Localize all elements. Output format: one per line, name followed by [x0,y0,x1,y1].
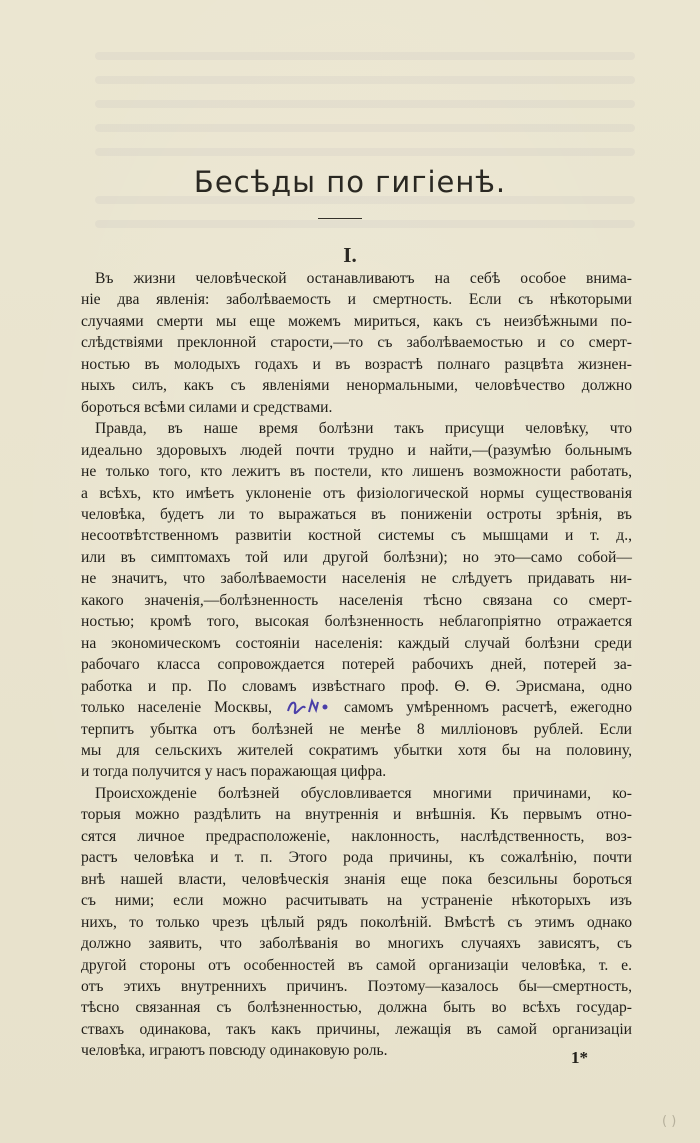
text-line: только населеніе Москвы, самомъ умѣренномъ расчетѣ, ежегодно [81,699,632,717]
paragraph [81,783,632,1062]
text-line: терпитъ убытка отъ болѣзней не менѣе 8 милліоновъ рублей. Если [81,720,632,738]
text-line: несоотвѣтственномъ развитіи костной системы съ мышцами и т. д., [81,527,632,545]
corner-mark: ( ) [662,1114,677,1129]
show-through-line [95,52,635,60]
text-line: рабочаго класса сопровождается потерей рабочихъ дней, потерей за- [81,656,632,674]
text-line: нихъ, то только чрезъ цѣлый рядъ поколѣній. Вмѣстѣ съ этимъ однако [81,913,632,931]
show-through-line [95,124,635,132]
text-line: не значитъ, что заболѣваемости населенія не слѣдуетъ придавать ни- [81,570,632,588]
text-line: съ ними; если можно расчитывать на устраненіе нѣкоторыхъ изъ [81,892,632,910]
text-line: мы для сельскихъ жителей сократимъ убытки хотя бы на половину, [81,741,632,759]
text-line: внѣ нашей власти, человѣческія знанія еще пока безсильны бороться [81,870,632,888]
text-line: другой стороны отъ особенностей въ самой организаціи человѣка, т. е. [81,956,632,974]
paragraph [81,268,632,418]
text-line: человѣка, играютъ повсюду одинаковую роль. [81,1042,388,1060]
page-title: Бесѣды по гигіенѣ. [193,165,507,199]
text-line: растъ человѣка и т. п. Этого рода причины, къ сожалѣнію, почти [81,849,632,867]
text-line: слѣдствіями преклонной старости,—то съ заболѣваемостью и со смерт- [81,334,632,352]
text-line: идеально здоровыхъ людей почти трудно и найти,—(разумѣю больнымъ [81,441,632,459]
show-through-line [95,148,635,156]
text-line: случаями смерти мы еще можемъ мириться, какъ съ неизбѣжными по- [81,312,632,330]
title-divider [318,218,362,219]
show-through-line [95,220,635,228]
text-line: Происхожденіе болѣзней обусловливается многими причинами, ко- [95,784,632,802]
ink-stain-icon [285,700,331,714]
text-line: Въ жизни человѣческой останавливаютъ на себѣ особое внима- [95,270,632,287]
text-line: сятся личное предрасположеніе, наклонность, наслѣдственность, воз- [81,827,632,845]
text-line: не только того, кто лежитъ въ постели, кто лишенъ возможности работать, [81,463,632,481]
text-line: какого значенія,—болѣзненность населенія тѣсно связана со смерт- [81,591,632,609]
text-line: ніе два явленія: заболѣваемость и смертность. Если съ нѣкоторыми [81,291,632,309]
text-line: должно заявить, что заболѣванія во многихъ случаяхъ зависятъ, съ [81,935,632,953]
paragraph [81,418,632,783]
text-line: бороться всѣми силами и средствами. [81,398,333,416]
text-line: человѣка, будетъ ли то выражаться въ пониженіи остроты зрѣнія, въ [81,505,632,523]
text-line: а всѣхъ, кто имѣетъ уклоненіе отъ физіологической нормы существованія [81,484,632,502]
text-line: и тогда получится у насъ поражающая цифра. [81,763,387,781]
text-line: Правда, въ наше время болѣзни такъ присущи человѣку, что [95,420,632,438]
text-line: ныхъ силъ, какъ съ явленіями ненормальными, человѣчество должно [81,377,632,395]
text-line: работка и пр. По словамъ извѣстнаго проф. Ѳ. Ѳ. Эрисмана, одно [81,677,632,695]
text-line: или въ симптомахъ той или другой болѣзни); но это—само собой— [81,548,632,566]
text-line: на экономическомъ состояніи населенія: каждый случай болѣзни среди [81,634,632,652]
text-line: ностью въ молодыхъ годахъ и въ возрастѣ полнаго разцвѣта жизнен- [81,355,632,373]
text-line: отъ этихъ внутреннихъ причинъ. Поэтому—казалось бы—смертность, [81,977,632,995]
body-text [81,268,632,1062]
show-through-line [95,100,635,108]
show-through-line [95,76,635,84]
text-line: тѣсно связанная съ болѣзненностью, должна быть во всѣхъ государ- [81,999,632,1017]
text-line: ствахъ одинакова, такъ какъ причины, лежащія въ самой организаціи [81,1020,632,1038]
signature-mark: 1* [571,1048,588,1067]
section-number: I. [343,243,357,267]
text-line: торыя можно раздѣлить на внутреннія и внѣшнія. Къ первымъ отно- [81,806,632,824]
text-line: ностью; кромѣ того, высокая болѣзненность неблагопріятно отражается [81,613,632,631]
